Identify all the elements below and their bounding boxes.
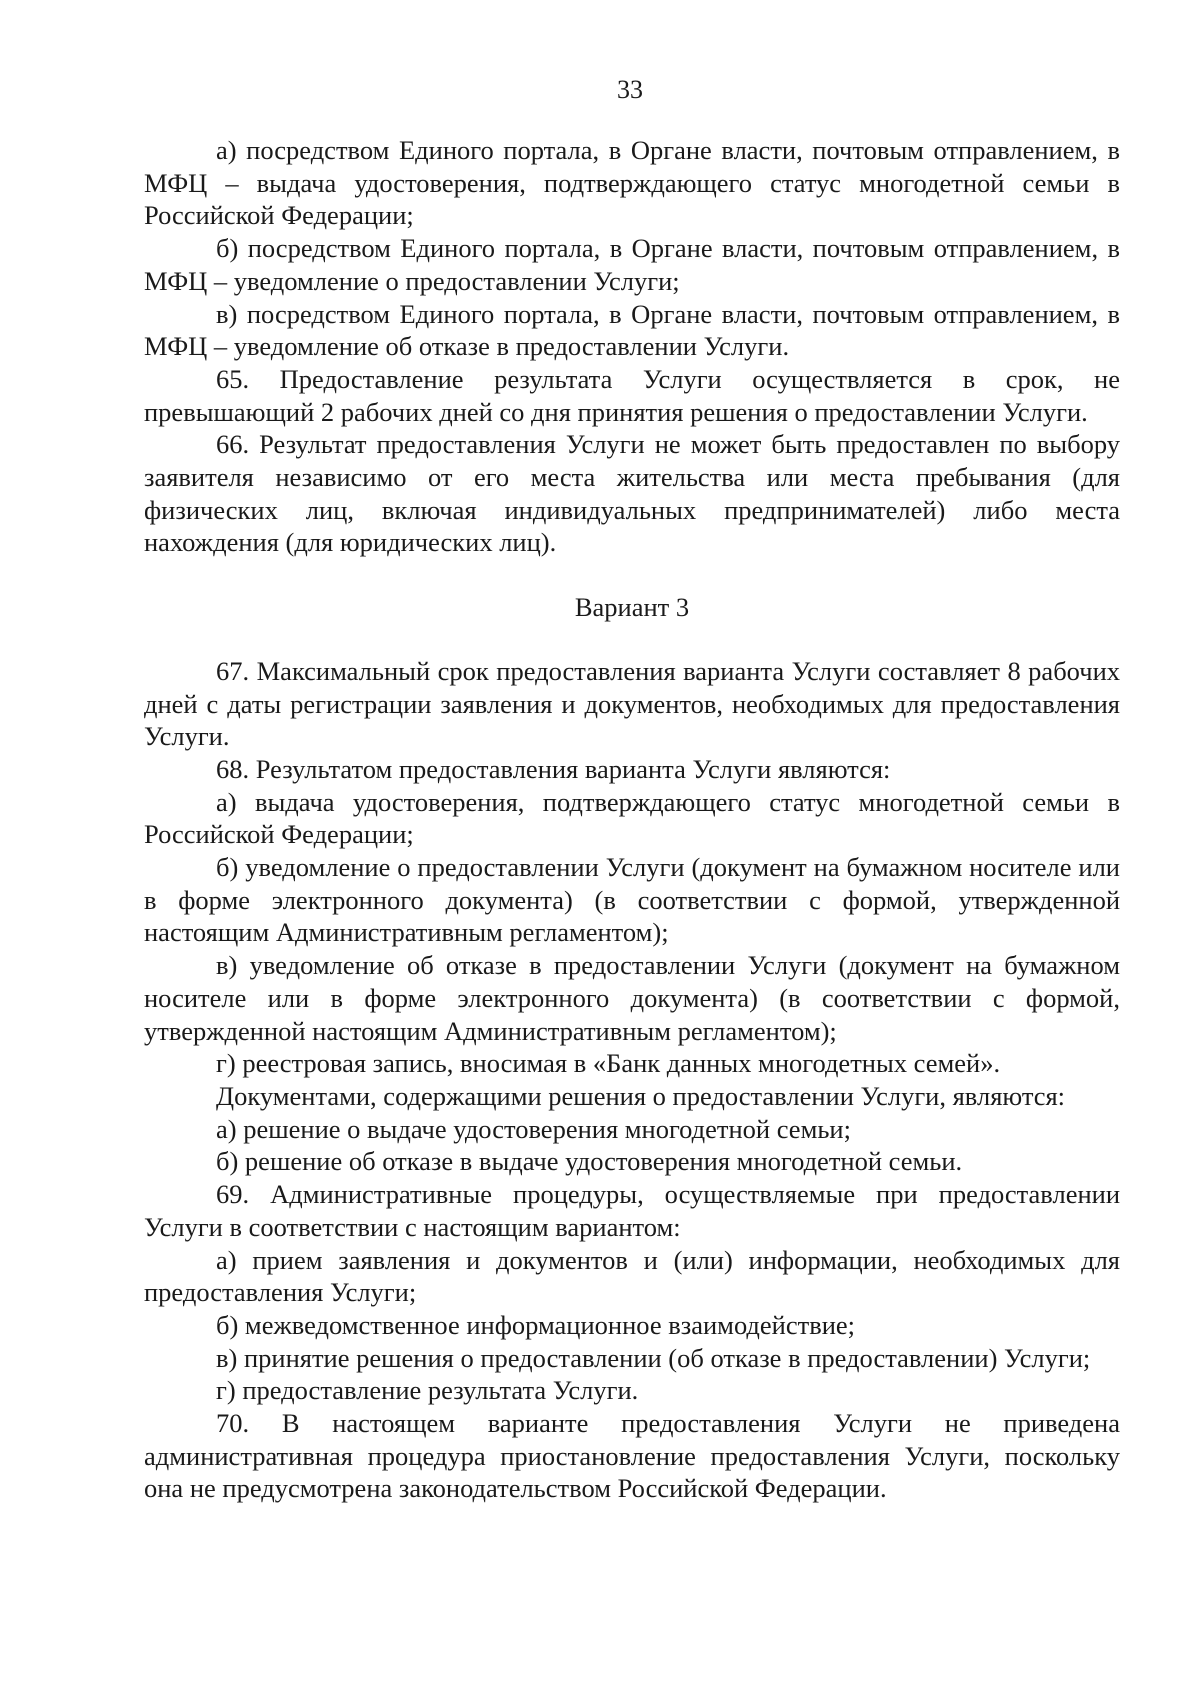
- paragraph-69-item-c: в) принятие решения о предоставлении (об отказе в предоставлении) Услуги;: [216, 1342, 1091, 1373]
- paragraph-result-item-b: б) посредством Единого портала, в Органе власти, почтовым отправлением, в МФЦ – уведомление о предоставлении Услуги;: [144, 233, 1120, 296]
- paragraph-decision-documents: Документами, содержащими решения о предоставлении Услуги, являются:: [216, 1080, 1066, 1111]
- paragraph-69: 69. Административные процедуры, осуществляемые при предоставлении Услуги в соответствии с настоящим вариантом:: [144, 1179, 1120, 1242]
- section-heading-variant-3: Вариант 3: [574, 592, 690, 623]
- paragraph-69-item-d: г) предоставление результата Услуги.: [216, 1375, 639, 1406]
- paragraph-68-item-c: в) уведомление об отказе в предоставлении Услуги (документ на бумажном носителе или в форме электронного документа) (в соответствии с формой, утвержденной настоящим Административным регламентом);: [144, 950, 1120, 1046]
- paragraph-68-item-a: а) выдача удостоверения, подтверждающего статус многодетной семьи в Российской Федерации;: [144, 786, 1120, 850]
- paragraph-69-item-a: а) прием заявления и документов и (или) информации, необходимых для предоставления Услуги;: [144, 1244, 1120, 1308]
- paragraph-69-item-b: б) межведомственное информационное взаимодействие;: [216, 1309, 856, 1340]
- paragraph-68-item-b: б) уведомление о предоставлении Услуги (документ на бумажном носителе или в форме электронного документа) (в соответствии с формой, утвержденной настоящим Административным регламентом);: [144, 852, 1120, 948]
- paragraph-65: 65. Предоставление результата Услуги осуществляется в срок, не превышающий 2 рабочих дней со дня принятия решения о предоставлении Услуги.: [144, 363, 1120, 427]
- paragraph-decision-item-a: а) решение о выдаче удостоверения многодетной семьи;: [216, 1113, 851, 1144]
- page-number: 33: [617, 75, 643, 104]
- paragraph-70: 70. В настоящем варианте предоставления Услуги не приведена административная процедура приостановление предоставления Услуги, поскольку она не предусмотрена законодательством Российской Федерации.: [144, 1408, 1120, 1504]
- paragraph-result-item-c: в) посредством Единого портала, в Органе власти, почтовым отправлением, в МФЦ – уведомление об отказе в предоставлении Услуги.: [144, 298, 1120, 362]
- paragraph-67: 67. Максимальный срок предоставления варианта Услуги составляет 8 рабочих дней с даты регистрации заявления и документов, необходимых для предоставления Услуги.: [144, 655, 1120, 752]
- paragraph-decision-item-b: б) решение об отказе в выдаче удостоверения многодетной семьи.: [216, 1146, 963, 1177]
- document-body: [144, 134, 1120, 1505]
- paragraph-66: 66. Результат предоставления Услуги не может быть предоставлен по выбору заявителя независимо от его места жительства или места пребывания (для физических лиц, включая индивидуальных предпринимателей) либо места нахождения (для юридических лиц).: [144, 429, 1120, 558]
- paragraph-result-item-a: а) посредством Единого портала, в Органе власти, почтовым отправлением, в МФЦ – выдача удостоверения, подтверждающего статус многодетной семьи в Российской Федерации;: [144, 135, 1120, 231]
- paragraph-68-item-d: г) реестровая запись, вносимая в «Банк данных многодетных семей».: [216, 1048, 1001, 1079]
- paragraph-68: 68. Результатом предоставления варианта Услуги являются:: [216, 753, 891, 784]
